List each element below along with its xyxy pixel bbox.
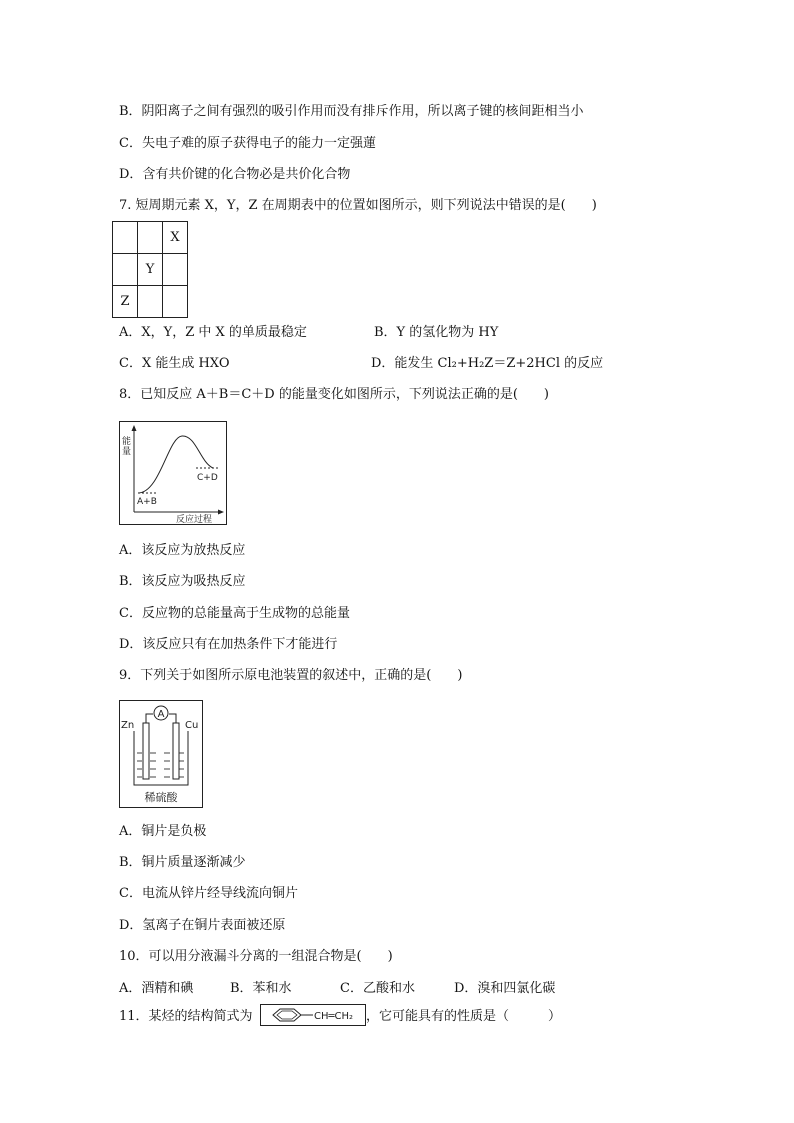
table-cell: Z bbox=[113, 286, 138, 318]
table-row bbox=[113, 254, 188, 286]
q10-option-d: D．溴和四氯化碳 bbox=[454, 981, 556, 996]
energy-diagram bbox=[119, 421, 227, 525]
reaction-progress-label: 反应过程 bbox=[176, 515, 213, 524]
q8-stem: 8．已知反应 A＋B＝C＋D 的能量变化如图所示，下列说法正确的是( ) bbox=[119, 387, 549, 402]
q6-option-c: C．失电子难的原子获得电子的能力一定强蓮 bbox=[119, 136, 376, 151]
q10-option-a: A．酒精和碘 bbox=[119, 981, 194, 996]
table-row bbox=[113, 222, 188, 254]
q8-option-b: B．该反应为吸热反应 bbox=[119, 574, 246, 589]
q9-option-a: A．铜片是负极 bbox=[119, 824, 207, 839]
products-label: C+D bbox=[197, 473, 218, 483]
table-cell: Y bbox=[138, 254, 163, 286]
q11-stem-start: 11．某烃的结构简式为 bbox=[119, 1009, 253, 1024]
q10-stem: 10．可以用分液漏斗分离的一组混合物是( ) bbox=[119, 949, 393, 964]
q9-option-b: B．铜片质量逐渐减少 bbox=[119, 855, 246, 870]
q7-option-a: A．X，Y，Z 中 X 的单质最稳定 bbox=[119, 325, 307, 340]
table-cell bbox=[113, 222, 138, 254]
q8-option-d: D．该反应只有在加热条件下才能进行 bbox=[119, 637, 338, 652]
q7-option-c: C．X 能生成 HXO bbox=[119, 356, 230, 371]
q11-stem-end: ，它可能具有的性质是（ ） bbox=[366, 1009, 562, 1024]
q10-option-c: C．乙酸和水 bbox=[340, 981, 415, 996]
styrene-structure bbox=[260, 1004, 366, 1026]
q6-option-b: B．阴阳离子之间有强烈的吸引作用而没有排斥作用，所以离子键的核间距相当小 bbox=[119, 104, 584, 119]
dilute-sulfuric-acid-label: 稀硫酸 bbox=[144, 791, 178, 804]
table-cell: X bbox=[163, 222, 188, 254]
q9-option-c: C．电流从锌片经导线流向铜片 bbox=[119, 886, 298, 901]
q10-option-b: B．苯和水 bbox=[230, 981, 292, 996]
table-cell bbox=[138, 286, 163, 318]
copper-label: Cu bbox=[185, 720, 199, 731]
reactants-label: A+B bbox=[137, 497, 157, 507]
vinyl-group-label: CH═CH₂ bbox=[314, 1011, 354, 1022]
q8-option-c: C．反应物的总能量高于生成物的总能量 bbox=[119, 606, 350, 621]
periodic-table-fragment bbox=[112, 221, 188, 318]
energy-axis-label-char: 量 bbox=[122, 447, 132, 457]
table-cell bbox=[163, 254, 188, 286]
q7-stem: 7. 短周期元素 X，Y，Z 在周期表中的位置如图所示，则下列说法中错误的是( ) bbox=[119, 198, 597, 213]
q7-option-b: B．Y 的氢化物为 HY bbox=[374, 325, 499, 340]
q9-stem: 9．下列关于如图所示原电池装置的叙述中，正确的是( ) bbox=[119, 668, 463, 683]
q6-option-d: D．含有共价键的化合物必是共价化合物 bbox=[119, 167, 351, 182]
table-row bbox=[113, 286, 188, 318]
ammeter-label: A bbox=[157, 709, 165, 720]
q8-option-a: A．该反应为放热反应 bbox=[119, 543, 246, 558]
q9-option-d: D．氢离子在铜片表面被还原 bbox=[119, 918, 286, 933]
table-cell bbox=[113, 254, 138, 286]
galvanic-cell-diagram bbox=[119, 700, 203, 808]
table-cell bbox=[138, 222, 163, 254]
energy-axis-label-char: 能 bbox=[122, 437, 132, 447]
zinc-label: Zn bbox=[121, 720, 135, 731]
q7-option-d: D．能发生 Cl₂+H₂Z＝Z+2HCl 的反应 bbox=[371, 356, 604, 371]
table-cell bbox=[163, 286, 188, 318]
